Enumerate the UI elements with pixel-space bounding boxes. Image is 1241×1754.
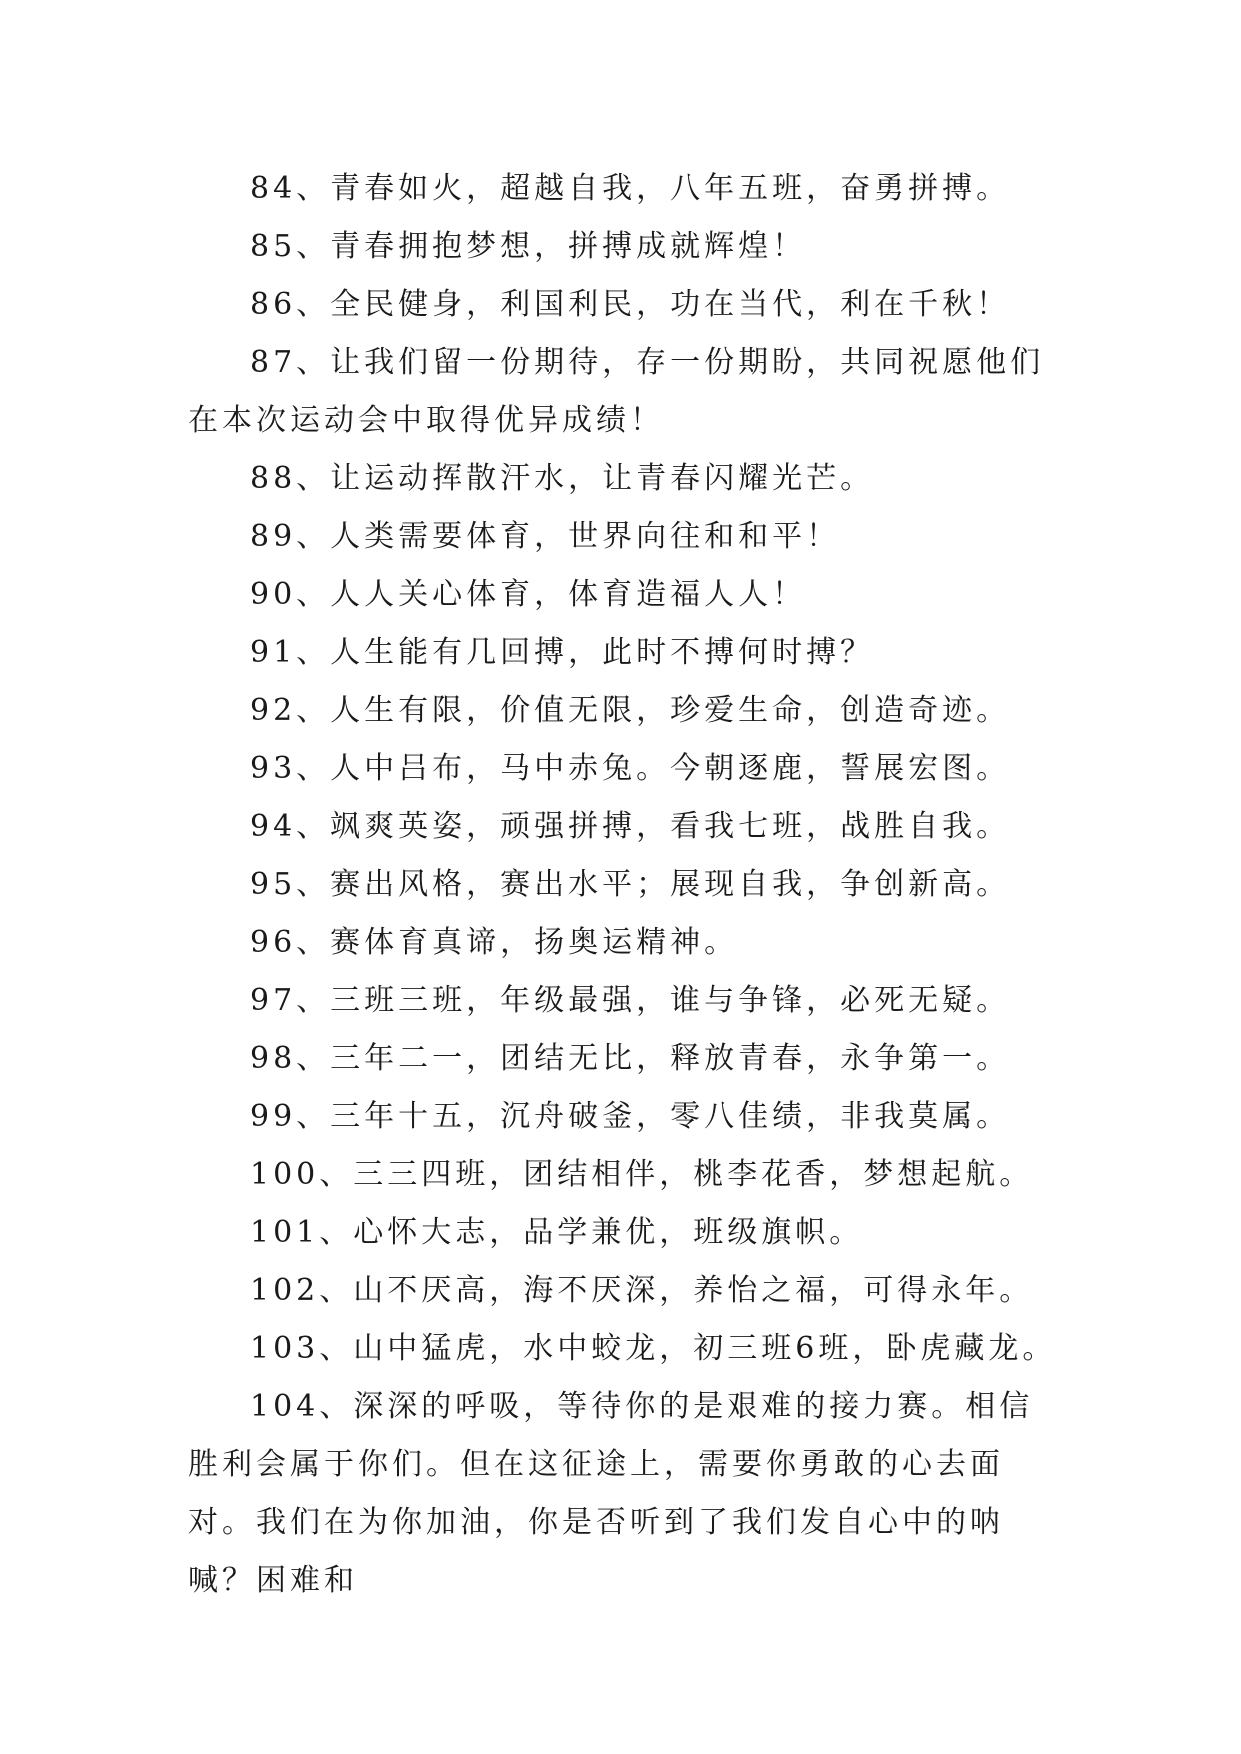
- paragraph: 89、人类需要体育，世界向往和和平！: [250, 519, 841, 554]
- paragraph: 104、深深的呼吸，等待你的是艰难的接力赛。相信胜利会属于你们。但在这征途上，需要你勇敢的心去面对。我们在为你加油，你是否听到了我们发自心中的呐喊？困难和: [188, 1389, 1034, 1598]
- paragraph: 98、三年二一，团结无比，释放青春，永争第一。: [250, 1041, 1011, 1076]
- paragraph: 103、山中猛虎，水中蛟龙，初三班6班，卧虎藏龙。: [250, 1331, 1057, 1366]
- paragraph: 86、全民健身，利国利民，功在当代，利在千秋！: [250, 287, 1011, 322]
- paragraph: 100、三三四班，团结相伴，桃李花香，梦想起航。: [250, 1157, 1034, 1192]
- paragraph: 95、赛出风格，赛出水平；展现自我，争创新高。: [250, 867, 1011, 902]
- paragraph: 96、赛体育真谛，扬奥运精神。: [250, 925, 739, 960]
- document-body: [188, 160, 1058, 1610]
- paragraph: 93、人中吕布，马中赤兔。今朝逐鹿，誓展宏图。: [250, 751, 1011, 786]
- paragraph: 92、人生有限，价值无限，珍爱生命，创造奇迹。: [250, 693, 1011, 728]
- paragraph: 102、山不厌高，海不厌深，养怡之福，可得永年。: [250, 1273, 1034, 1308]
- paragraph: 87、让我们留一份期待，存一份期盼，共同祝愿他们在本次运动会中取得优异成绩！: [188, 345, 1045, 438]
- paragraph: 94、飒爽英姿，顽强拼搏，看我七班，战胜自我。: [250, 809, 1011, 844]
- paragraph: 101、心怀大志，品学兼优，班级旗帜。: [250, 1215, 864, 1250]
- paragraph: 88、让运动挥散汗水，让青春闪耀光芒。: [250, 461, 875, 496]
- paragraph: 84、青春如火，超越自我，八年五班，奋勇拼搏。: [250, 171, 1011, 206]
- paragraph: 97、三班三班，年级最强，谁与争锋，必死无疑。: [250, 983, 1011, 1018]
- paragraph: 85、青春拥抱梦想，拼搏成就辉煌！: [250, 229, 807, 264]
- paragraph: 99、三年十五，沉舟破釜，零八佳绩，非我莫属。: [250, 1099, 1011, 1134]
- paragraph: 90、人人关心体育，体育造福人人！: [250, 577, 807, 612]
- paragraph: 91、人生能有几回搏，此时不搏何时搏？: [250, 635, 875, 670]
